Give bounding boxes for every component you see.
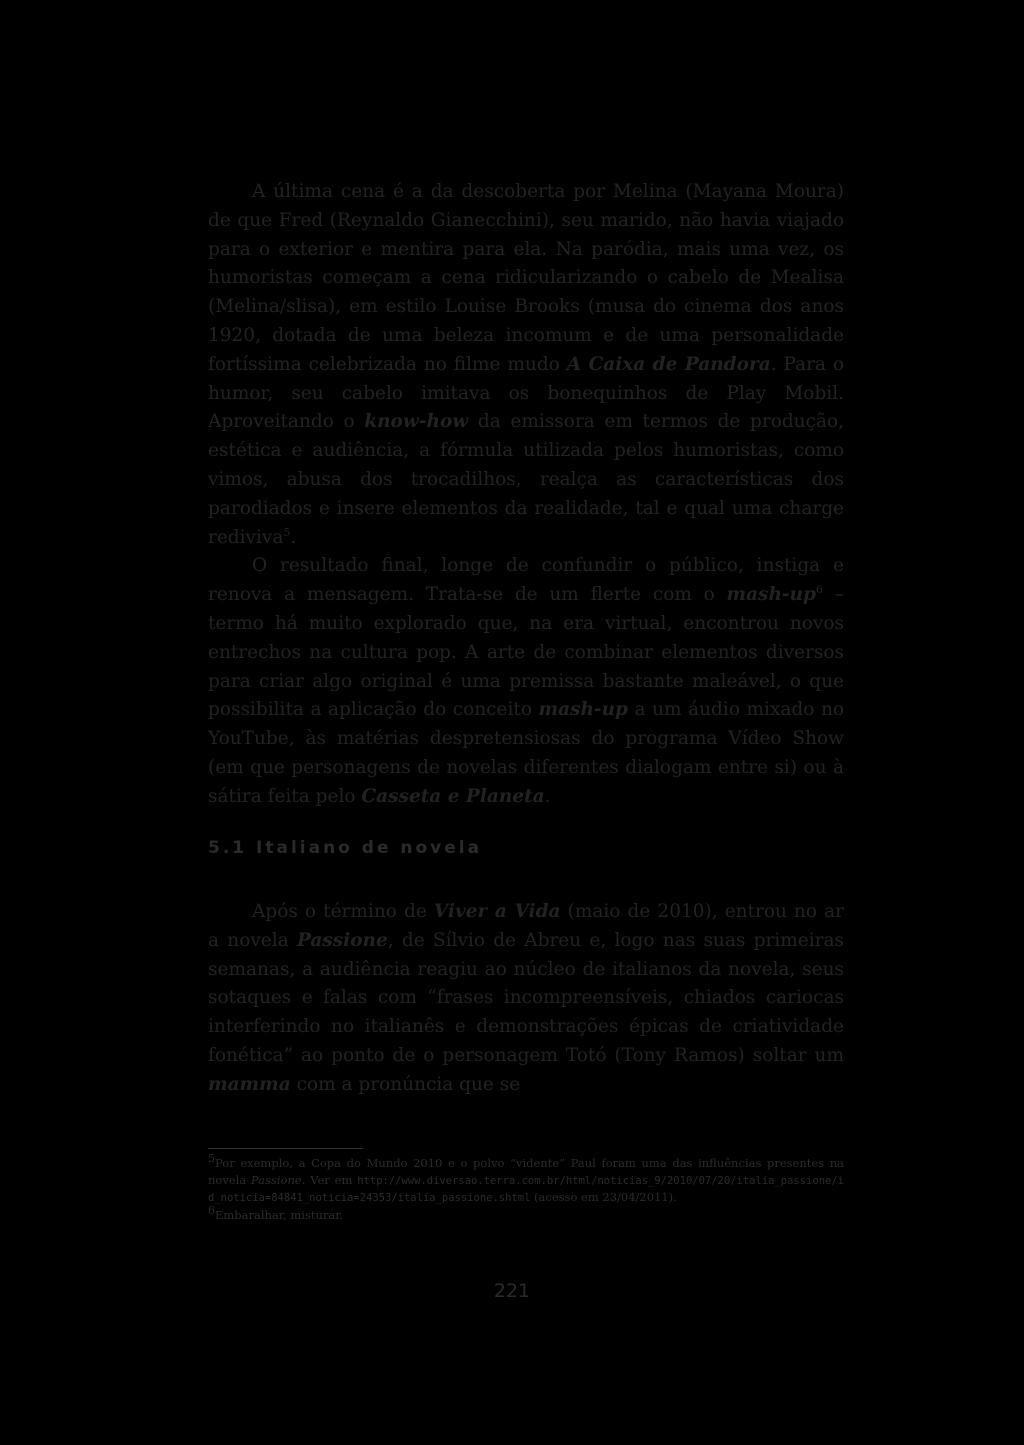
page-number: 221 (493, 1280, 531, 1302)
text-run: – termo há muito explorado que, na era virtual, encontrou novos entrechos na cultura pop. A arte de combinar elementos diversos para criar algo original é uma premissa bastante maleável, o que possibilita a aplicação do conceito (208, 584, 844, 721)
footnotes (208, 1152, 844, 1223)
text-run: , de Sílvio de Abreu e, logo nas suas primeiras semanas, a audiência reagiu ao núcleo de italianos da novela, seus sotaques e falas com “frases incompreensíveis, chiados cariocas interferindo no italianês e demonstrações épicas de criatividade fonética” ao ponto de o personagem Totó (Tony Ramos) soltar um (208, 929, 844, 1066)
text-run: da emissora em termos de produção, estética e audiência, a fórmula utilizada pelos humoristas, como vimos, abusa dos trocadilhos, realça as características dos parodiados e insere elementos da realidade, tal e qual uma charge rediviva (208, 411, 844, 548)
footnote-text: . Ver em (301, 1172, 358, 1187)
novela-title: Passione (296, 929, 388, 951)
footnote-link[interactable]: http://www.diversao.terra.com.br/html/noticias_9/2010/07/20/italia_passione/id_noticia=84841_noticia=24353/italia_passione.shtml (208, 1174, 844, 1204)
body-text (208, 178, 844, 812)
footnote-6 (208, 1203, 844, 1224)
paragraph-3 (208, 898, 844, 1100)
footnote-divider (208, 1148, 363, 1149)
footnote-ref-6[interactable]: 6 (816, 583, 823, 596)
text-run: . (544, 785, 551, 807)
text-run: . (290, 526, 297, 548)
foreign-term: know-how (364, 411, 469, 433)
footnote-text: Por exemplo, a Copa do Mundo 2010 e o polvo “vidente” Paul foram uma das influências presentes na novela (208, 1156, 844, 1187)
foreign-term: mash-up (726, 584, 816, 606)
section-heading: 5.1 Italiano de novela (208, 838, 483, 858)
paragraph-2 (208, 552, 844, 811)
paragraph-1 (208, 178, 844, 552)
foreign-term: mash-up (538, 699, 628, 721)
text-run: A última cena é a da descoberta por Melina (Mayana Moura) de que Fred (Reynaldo Gianecchini), seu marido, não havia viajado para o exterior e mentira para ela. Na paródia, mais uma vez, os humoristas começam a cena ridicularizando o cabelo de Mealisa (Melina/slisa), em estilo Louise Brooks (musa do cinema dos anos 1920, dotada de uma beleza incomum e de uma personalidade fortíssima celebrizada no filme mudo (208, 181, 844, 375)
body-text-section (208, 898, 844, 1100)
footnote-number: 5 (208, 1152, 215, 1166)
footnote-number: 6 (208, 1203, 215, 1217)
text-run: . Para o humor, seu cabelo imitava os bonequinhos de Play Mobil. Aproveitando o (208, 353, 844, 433)
text-run: a um áudio mixado no YouTube, às matérias despretensiosas do programa Vídeo Show (em que personagens de novelas diferentes dialogam entre si) ou à sátira feita pelo (208, 699, 844, 807)
film-title: A Caixa de Pandora (566, 353, 771, 375)
text-run: Após o término de (252, 901, 434, 922)
foreign-word: mamma (208, 1073, 291, 1095)
novela-title: Passione (251, 1172, 302, 1187)
footnote-5 (208, 1152, 844, 1207)
footnote-text: Embaralhar, misturar. (215, 1207, 344, 1222)
text-run: O resultado final, longe de confundir o público, instiga e renova a mensagem. Trata-se de um flerte com o (208, 555, 844, 606)
novela-title: Viver a Vida (433, 901, 561, 922)
footnote-ref-5[interactable]: 5 (283, 525, 291, 539)
text-run: (maio de 2010), entrou no ar a novela (208, 901, 845, 951)
text-run: com a pronúncia que se (290, 1073, 521, 1095)
footnote-text: (acesso em 23/04/2011). (530, 1190, 677, 1204)
show-title: Casseta e Planeta (361, 785, 545, 807)
